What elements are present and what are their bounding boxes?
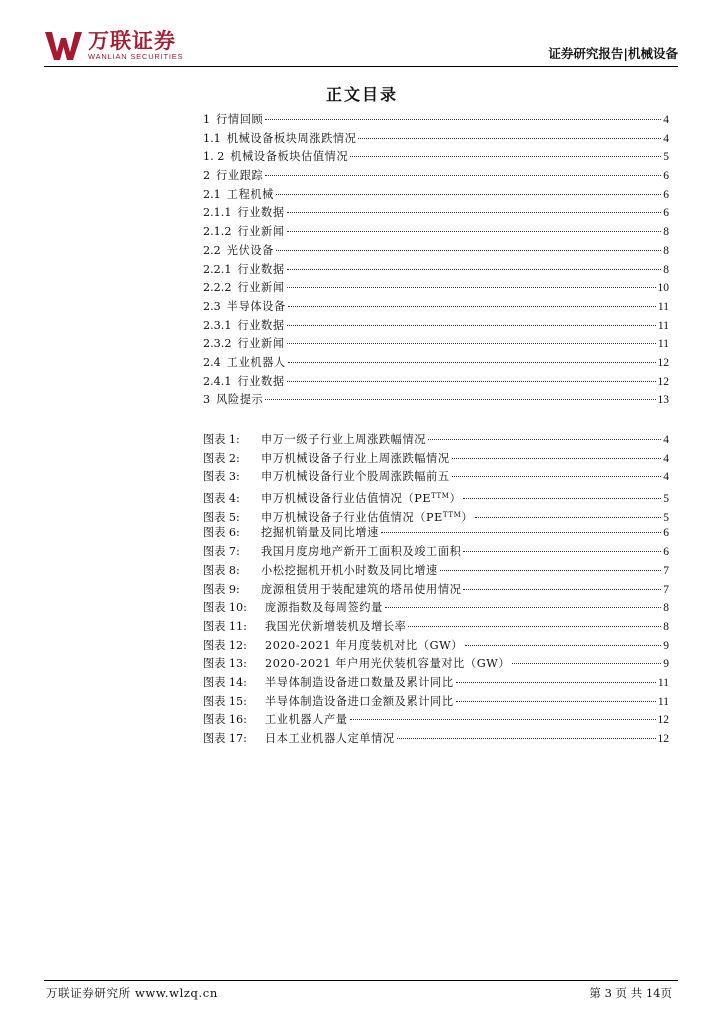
toc-entry-title: 半导体设备 — [226, 299, 286, 313]
toc-entry-title: 行情回顾 — [216, 113, 264, 126]
toc-entry-page: 12 — [657, 375, 669, 388]
toc-entry[interactable] — [203, 335, 669, 354]
figure-entry-number: 图表 8: — [203, 563, 240, 577]
figure-entry-page: 4 — [663, 452, 669, 465]
figure-entry-page: 12 — [657, 733, 669, 745]
toc-entry-page: 6 — [663, 207, 669, 220]
figure-title-end: ） — [449, 492, 462, 506]
figure-title-text: 2020-2021 年户用光伏装机容量对比（GW） — [265, 657, 511, 671]
page-header — [44, 26, 678, 66]
figure-leader-dots — [350, 719, 656, 720]
logo-english-name: WANLIAN SECURITIES — [88, 52, 184, 61]
figure-entry-title — [265, 693, 454, 712]
toc-entry-page: 11 — [657, 319, 669, 332]
figure-leader-dots — [463, 498, 661, 499]
toc-entry-title: 工程机械 — [226, 187, 274, 201]
figure-title-text: 挖掘机销量及同比增速 — [261, 526, 379, 540]
figure-title-superscript: TTM — [442, 510, 462, 519]
toc-entry-page: 10 — [657, 282, 669, 295]
figure-entry-number: 图表 9: — [203, 582, 240, 596]
toc-entry-title: 光伏设备 — [226, 243, 274, 257]
toc-leader-dots — [350, 156, 661, 157]
figure-leader-dots — [385, 607, 661, 608]
toc-entry-page: 8 — [663, 263, 669, 276]
toc-entry[interactable] — [203, 354, 669, 373]
figure-leader-dots — [397, 738, 656, 739]
figure-title-end: ） — [461, 510, 474, 524]
footer-page-number: 第 3 页 共 14页 — [589, 986, 672, 1000]
report-type-label: 证券研究报告|机械设备 — [548, 46, 678, 61]
toc-entry-number: 2.4.1 — [203, 374, 232, 388]
toc-entry-page: 11 — [657, 300, 669, 313]
toc-entry-number: 2.1 — [203, 187, 221, 201]
figure-entry-page: 7 — [663, 564, 669, 577]
figure-leader-dots — [452, 458, 662, 459]
figure-leader-dots — [465, 645, 661, 646]
toc-leader-dots — [288, 362, 656, 363]
figure-entry-number: 图表 15: — [203, 694, 247, 708]
toc-leader-dots — [276, 194, 661, 195]
toc-entry-number: 2.2.2 — [203, 281, 232, 295]
figure-entry-page: 4 — [663, 471, 669, 484]
toc-entry-title: 风险提示 — [216, 393, 264, 407]
toc-entry-title: 行业数据 — [237, 318, 285, 332]
toc-leader-dots — [265, 399, 655, 400]
figure-entry[interactable] — [203, 450, 669, 469]
toc-leader-dots — [287, 212, 662, 213]
figure-entry-title — [265, 655, 510, 674]
toc-entry[interactable] — [203, 373, 669, 392]
toc-entry-title: 行业新闻 — [237, 281, 285, 295]
toc-entry-number: 2.3.2 — [203, 337, 232, 351]
toc-leader-dots — [287, 381, 656, 382]
figure-title-text: 半导体制造设备进口金额及累计同比 — [265, 694, 454, 708]
figure-title-text: 日本工业机器人定单情况 — [265, 732, 395, 745]
figure-entry[interactable] — [203, 599, 669, 618]
figure-entry-number: 图表 12: — [203, 638, 247, 652]
figure-entry-title — [261, 524, 379, 543]
figure-title-text: 2020-2021 年月度装机对比（GW） — [265, 638, 464, 652]
toc-entry[interactable] — [203, 111, 669, 130]
toc-entry-title: 机械设备板块估值情况 — [230, 150, 349, 164]
toc-entry[interactable] — [203, 223, 669, 242]
toc-entry[interactable] — [203, 204, 669, 223]
toc-entry-number: 2.1.1 — [203, 206, 232, 220]
figure-entry-page: 9 — [663, 639, 669, 652]
figure-entry-title — [265, 637, 463, 656]
toc-entry-title: 工业机器人 — [226, 355, 286, 369]
toc-entry-page: 12 — [657, 356, 669, 369]
toc-entry[interactable] — [203, 148, 669, 167]
toc-entry-number: 2.4 — [203, 355, 221, 369]
figure-entry-number: 图表 17: — [203, 732, 247, 745]
figure-entry[interactable] — [203, 730, 669, 749]
figure-entry[interactable] — [203, 543, 669, 562]
figure-leader-dots — [428, 439, 661, 440]
toc-entry-page: 6 — [663, 188, 669, 201]
page-title: 正文目录 — [325, 85, 398, 104]
figure-entry-title — [261, 468, 450, 487]
figure-leader-dots — [408, 626, 661, 627]
toc-leader-dots — [287, 287, 656, 288]
figure-entry-title — [261, 431, 426, 450]
logo-chinese-name: 万联证券 — [88, 29, 176, 53]
figure-entry[interactable] — [203, 468, 669, 487]
figure-entry-title — [265, 674, 454, 693]
toc-entry-number: 2.2 — [203, 243, 221, 257]
figure-entry-number: 图表 14: — [203, 675, 247, 689]
figure-title-text: 工业机器人产量 — [265, 713, 348, 727]
toc-entry-number: 2.1.2 — [203, 225, 232, 239]
figure-leader-dots — [452, 476, 662, 477]
toc-entry-title: 行业新闻 — [237, 225, 285, 239]
figure-entry-page: 9 — [663, 658, 669, 671]
toc-entry-title: 行业新闻 — [237, 337, 285, 351]
figure-title-text: 我国月度房地产新开工面积及竣工面积 — [261, 545, 462, 559]
figure-title-text: 申万机械设备行业估值情况（PE — [261, 492, 432, 506]
figure-leader-dots — [440, 570, 661, 571]
figure-title-text: 小松挖掘机开机小时数及同比增速 — [261, 563, 438, 577]
figure-entry[interactable] — [203, 581, 669, 600]
toc-entry-number: 2 — [203, 169, 211, 183]
figure-title-text: 申万机械设备子行业估值情况（PE — [261, 510, 443, 524]
figure-entry-title — [265, 599, 383, 618]
toc-entry-number: 1.1 — [203, 131, 221, 145]
footer-divider — [44, 980, 678, 981]
toc-leader-dots — [358, 138, 661, 139]
figure-entry-number: 图表 6: — [203, 526, 240, 540]
toc-entry-page: 8 — [663, 226, 669, 239]
figure-leader-dots — [381, 532, 661, 533]
figure-title-text: 庞源指数及每周签约量 — [265, 601, 383, 615]
toc-entry[interactable] — [203, 186, 669, 205]
toc-entry-number: 2.3 — [203, 299, 221, 313]
figure-entry-number: 图表 7: — [203, 545, 240, 559]
figure-entry[interactable] — [203, 487, 669, 506]
figure-entry-page: 6 — [663, 546, 669, 559]
figure-entry[interactable] — [203, 674, 669, 693]
wanlian-logo-icon — [44, 30, 84, 62]
toc-entry[interactable] — [203, 298, 669, 317]
toc-entry-page: 6 — [663, 170, 669, 183]
toc-entry-title: 行业数据 — [237, 206, 285, 220]
figure-entry-page: 11 — [657, 695, 669, 708]
toc-entry-number: 2.2.1 — [203, 262, 232, 276]
figure-entry-title — [265, 618, 406, 637]
figure-entry-title — [261, 450, 450, 469]
figure-leader-dots — [475, 517, 661, 518]
header-divider — [44, 66, 678, 67]
toc-entry-number: 1 — [203, 113, 211, 126]
toc-leader-dots — [276, 250, 661, 251]
toc-entry-title: 行业跟踪 — [216, 169, 264, 183]
figure-entry-number: 图表 1: — [203, 433, 240, 446]
toc-entry-page: 4 — [663, 114, 669, 126]
figure-title-text: 我国光伏新增装机及增长率 — [265, 619, 407, 633]
toc-entry-title: 机械设备板块周涨跌情况 — [226, 131, 357, 145]
figure-entry-number: 图表 4: — [203, 492, 240, 506]
figure-entry-title — [265, 730, 395, 749]
toc-entry[interactable] — [203, 167, 669, 186]
figure-leader-dots — [463, 589, 661, 590]
figure-leader-dots — [512, 663, 661, 664]
toc-entry-page: 4 — [663, 132, 669, 145]
toc-entry-page: 11 — [657, 338, 669, 351]
toc-leader-dots — [287, 343, 656, 344]
figure-entry[interactable] — [203, 711, 669, 730]
figure-title-text: 申万一级子行业上周涨跌幅情况 — [261, 433, 427, 446]
figure-entry-number: 图表 3: — [203, 470, 240, 484]
figure-title-superscript: TTM — [431, 492, 450, 501]
toc-entry-page: 5 — [663, 151, 669, 164]
figure-entry-title — [261, 581, 461, 600]
figure-entry-number: 图表 10: — [203, 601, 247, 615]
figure-entry-page: 5 — [663, 511, 669, 524]
figure-entry-number: 图表 5: — [203, 510, 240, 524]
figure-entry[interactable] — [203, 506, 669, 525]
company-logo — [44, 30, 183, 62]
figure-title-text: 申万机械设备子行业上周涨跌幅情况 — [261, 451, 450, 465]
figure-entry[interactable] — [203, 618, 669, 637]
toc-leader-dots — [287, 269, 662, 270]
figure-title-text: 半导体制造设备进口数量及累计同比 — [265, 675, 454, 689]
figure-entry-page: 12 — [657, 714, 669, 727]
figure-entry-page: 8 — [663, 602, 669, 615]
toc-entry-title: 行业数据 — [237, 262, 285, 276]
figure-entry[interactable] — [203, 655, 669, 674]
figure-entry-page: 4 — [663, 434, 669, 446]
toc-entry-page: 8 — [663, 244, 669, 257]
toc-entry[interactable] — [203, 317, 669, 336]
toc-entry-title: 行业数据 — [237, 374, 285, 388]
toc-leader-dots — [288, 306, 656, 307]
toc-leader-dots — [265, 119, 661, 120]
toc-entry-page: 13 — [657, 394, 669, 407]
figure-list — [203, 431, 669, 749]
toc-leader-dots — [287, 325, 656, 326]
toc-entry[interactable] — [203, 279, 669, 298]
toc-entry-number: 2.3.1 — [203, 318, 232, 332]
figure-leader-dots — [463, 551, 661, 552]
figure-entry-page: 8 — [663, 620, 669, 633]
figure-entry-page: 5 — [663, 493, 669, 506]
toc-entry[interactable] — [203, 130, 669, 149]
figure-entry[interactable] — [203, 693, 669, 712]
figure-entry[interactable] — [203, 637, 669, 656]
figure-entry-number: 图表 2: — [203, 451, 240, 465]
figure-entry-title — [261, 562, 438, 581]
toc-entry[interactable] — [203, 391, 669, 410]
figure-entry-page: 11 — [657, 676, 669, 689]
table-of-contents — [203, 111, 669, 410]
toc-entry-number: 1. 2 — [203, 150, 225, 164]
figure-title-text: 庞源租赁用于装配建筑的塔吊使用情况 — [261, 582, 462, 596]
figure-leader-dots — [456, 701, 656, 702]
figure-entry-number: 图表 16: — [203, 713, 247, 727]
figure-title-text: 申万机械设备行业个股周涨跌幅前五 — [261, 470, 450, 484]
figure-entry-page: 7 — [663, 583, 669, 596]
figure-entry-page: 6 — [663, 527, 669, 540]
toc-entry-number: 3 — [203, 393, 211, 407]
toc-entry[interactable] — [203, 242, 669, 261]
figure-entry-number: 图表 13: — [203, 657, 247, 671]
figure-leader-dots — [456, 682, 656, 683]
toc-leader-dots — [265, 175, 661, 176]
figure-entry-title — [261, 543, 461, 562]
figure-entry-title — [265, 711, 348, 730]
figure-entry[interactable] — [203, 431, 669, 450]
figure-entry[interactable] — [203, 562, 669, 581]
toc-leader-dots — [287, 231, 662, 232]
toc-entry[interactable] — [203, 261, 669, 280]
figure-entry-number: 图表 11: — [203, 619, 247, 633]
footer-institute: 万联证券研究所 www.wlzq.cn — [46, 986, 218, 1000]
